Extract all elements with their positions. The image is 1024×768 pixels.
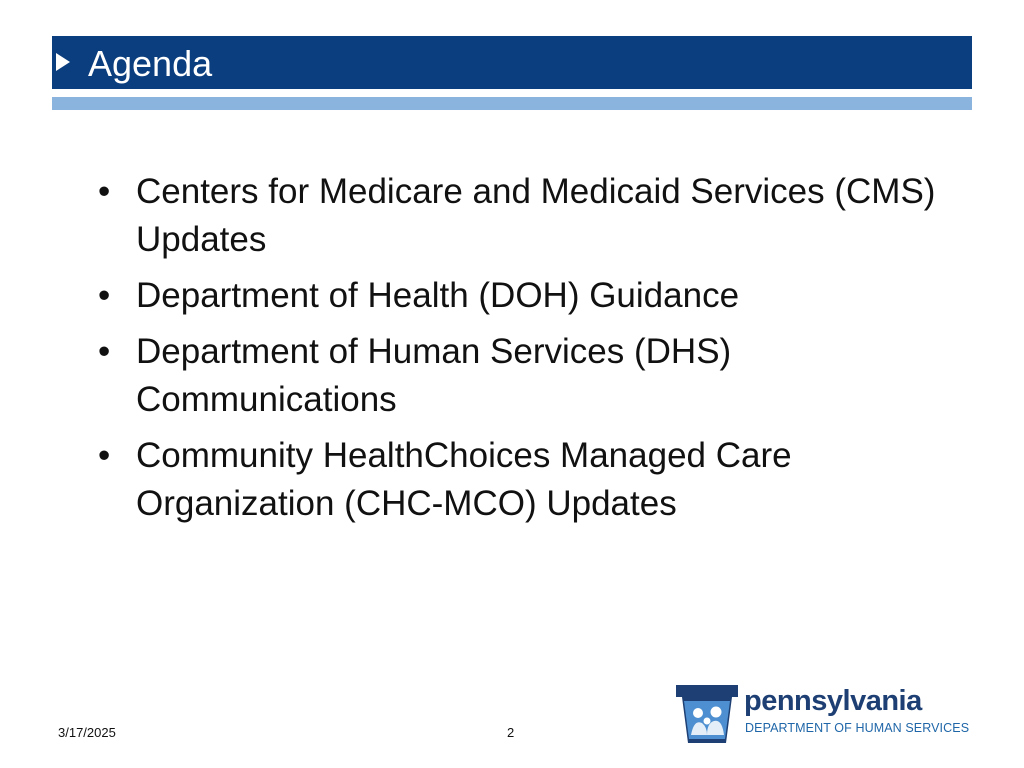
list-item-text: Community HealthChoices Managed Care Organization (CHC-MCO) Updates [136, 436, 792, 523]
list-item-text: Department of Health (DOH) Guidance [136, 276, 740, 315]
logo-subtitle: DEPARTMENT OF HUMAN SERVICES [745, 721, 970, 735]
slide-title: Agenda [88, 43, 213, 84]
list-item [98, 432, 958, 528]
footer-date: 3/17/2025 [58, 725, 116, 740]
list-item [98, 272, 958, 320]
bullet-icon: • [98, 172, 111, 211]
list-item [98, 328, 958, 424]
list-item-text: Centers for Medicare and Medicaid Services (CMS) Updates [136, 172, 936, 259]
accent-divider [52, 97, 972, 110]
logo-wordmark: pennsylvania [744, 685, 922, 717]
bullet-icon: • [98, 436, 111, 475]
pa-dhs-logo [674, 683, 984, 747]
page-number: 2 [507, 725, 515, 740]
agenda-list [98, 168, 958, 536]
title-arrow-icon [56, 53, 70, 71]
title-bar [52, 36, 972, 89]
list-item-text: Department of Human Services (DHS) Communications [136, 332, 732, 419]
list-item [98, 168, 958, 264]
keystone-family-icon [674, 683, 740, 747]
bullet-icon: • [98, 276, 111, 315]
bullet-icon: • [98, 332, 111, 371]
